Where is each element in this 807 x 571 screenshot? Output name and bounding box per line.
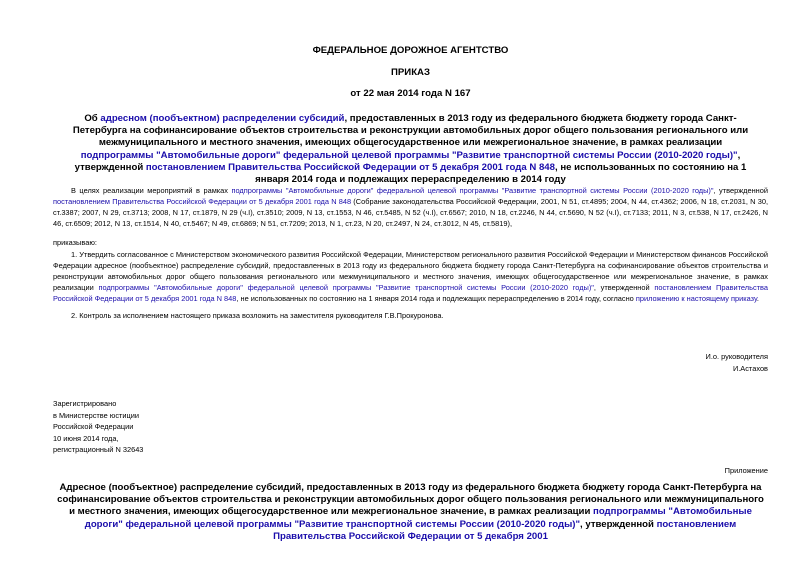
intro-text-1: В целях реализации мероприятий в рамках [71, 186, 232, 195]
title-link-subprogram[interactable]: подпрограммы "Автомобильные дороги" федеральной целевой программы "Развитие транспортной системы России (2010-2020 годы)" [80, 149, 738, 161]
title-text-4: , не использованных по состоянию на 1 января 2014 года и подлежащих перераспределению в 2014 году [255, 161, 747, 186]
item1-text-3: , не использованных по состоянию на 1 января 2014 года и подлежащих перераспределению в 2014 году, согласно [236, 293, 636, 303]
item1-link-subprogram[interactable]: подпрограммы "Автомобильные дороги" федеральной целевой программы "Развитие транспортной системы России (2010-2020 годы)" [98, 282, 594, 292]
title-text-3: , утвержденной [74, 149, 741, 173]
title-link-distribution[interactable]: адресном (пообъектном) распределении субсидий [100, 113, 345, 124]
registration-line: Зарегистрировано [53, 399, 117, 408]
item1-link-resolution[interactable]: постановлением Правительства Российской Федерации от 5 декабря 2001 года N 848 [53, 282, 768, 303]
item1-text-4: . [756, 293, 759, 303]
intro-link-subprogram[interactable]: подпрограммы "Автомобильные дороги" федеральной целевой программы "Развитие транспортной системы России (2010-2020 годы)" [231, 186, 714, 195]
signature-name: И.Астахов [732, 364, 768, 373]
registration-line: 10 июня 2014 года, [53, 433, 119, 443]
item1-link-appendix[interactable]: приложению к настоящему приказу [635, 293, 757, 303]
item1-text-2: , утвержденной [593, 282, 655, 292]
appendix-label: Приложение [724, 466, 768, 475]
title-prefix: Об [84, 113, 101, 124]
order-item-1 [53, 250, 768, 305]
registration-line: регистрационный N 32643 [53, 445, 144, 454]
intro-text-3: (Собрание законодательства Российской Федерации, 2001, N 51, ст.4895; 2004, N 44, ст.4362; 2006, N 18, ст.2031, N 30, ст.3387; 2007, N 29, ст.3713; 2008, N 17, ст.1879, N 29 (ч.I), ст.3510; 2009, N 13, ст.1553, N 46, ст.5485, N 52 (ч.I), ст.6567; 2010, N 18, ст.2246, N 44, ст.5690, N 52 (ч.I), ст.7133; 2011, N 3, ст.538, N 17, ст.2426, N 46, ст.6509; 2012, N 13, ст.1514, N 40, ст.5467; N 49, ст.6869; N 51, ст.7209; 2013, N 1, ст.23, N 20, ст.2497, N 24, ст.3012, N 45, ст.5819), [53, 196, 768, 228]
registration-block [53, 398, 143, 456]
document-title [63, 113, 758, 186]
title-text-2: , предоставленных в 2013 году из федерального бюджета бюджету города Санкт-Петербурга на софинансирование объектов строительства и реконструкции автомобильных дорог общего пользования регионального или межмуниципального и местного значения, имеющих общегосударственное или межрегиональное значение, в рамках реализации [72, 113, 749, 149]
document-type: ПРИКАЗ [391, 67, 430, 78]
intro-text-2: , утвержденной [713, 186, 768, 195]
signature-role: И.о. руководителя [705, 352, 768, 361]
appendix-text-1: Адресное (пообъектное) распределение субсидий, предоставленных в 2013 году из федерального бюджета бюджету города Санкт-Петербурга на софинансирование объектов строительства и реконструкции автомобильных дорог общего пользования регионального или межмуниципального и местного значения, имеющих общегосударственное или межрегиональное значение, в рамках реализации [57, 482, 764, 518]
order-word: приказываю: [53, 238, 97, 247]
signature-block [706, 351, 768, 375]
intro-link-resolution[interactable]: постановлением Правительства Российской Федерации от 5 декабря 2001 года N 848 [53, 196, 352, 206]
appendix-link-subprogram[interactable]: подпрограммы "Автомобильные дороги" федеральной целевой программы "Развитие транспортной системы России (2010-2020 годы)" [84, 506, 752, 530]
intro-paragraph [53, 186, 768, 230]
title-link-resolution[interactable]: постановлением Правительства Российской Федерации от 5 декабря 2001 года N 848 [145, 161, 555, 173]
appendix-text-2: , утвержденной [580, 518, 657, 530]
registration-line: в Министерстве юстиции [53, 410, 140, 420]
document-date-number: от 22 мая 2014 года N 167 [350, 88, 471, 99]
registration-line: Российской Федерации [53, 422, 134, 431]
item1-text-1: 1. Утвердить согласованное с Министерством экономического развития Российской Федерации, Министерством регионального развития Российской Федерации и Министерством финансов Российской Федерации адресное (пообъектное) распределение субсидий, предоставленных в 2013 году из федерального бюджета бюджету города Санкт-Петербурга на софинансирование объектов строительства и реконструкции автомобильных дорог общего пользования регионального или межмуниципального и местного значения, имеющих общегосударственное или межрегиональное значение, в рамках реализации [53, 250, 768, 292]
agency-name: ФЕДЕРАЛЬНОЕ ДОРОЖНОЕ АГЕНТСТВО [312, 45, 509, 56]
appendix-title [53, 482, 768, 543]
appendix-link-resolution[interactable]: постановлением Правительства Российской Федерации от 5 декабря 2001 [273, 518, 737, 542]
order-item-2: 2. Контроль за исполнением настоящего приказа возложить на заместителя руководителя Г.В.Прокуронова. [71, 311, 444, 320]
